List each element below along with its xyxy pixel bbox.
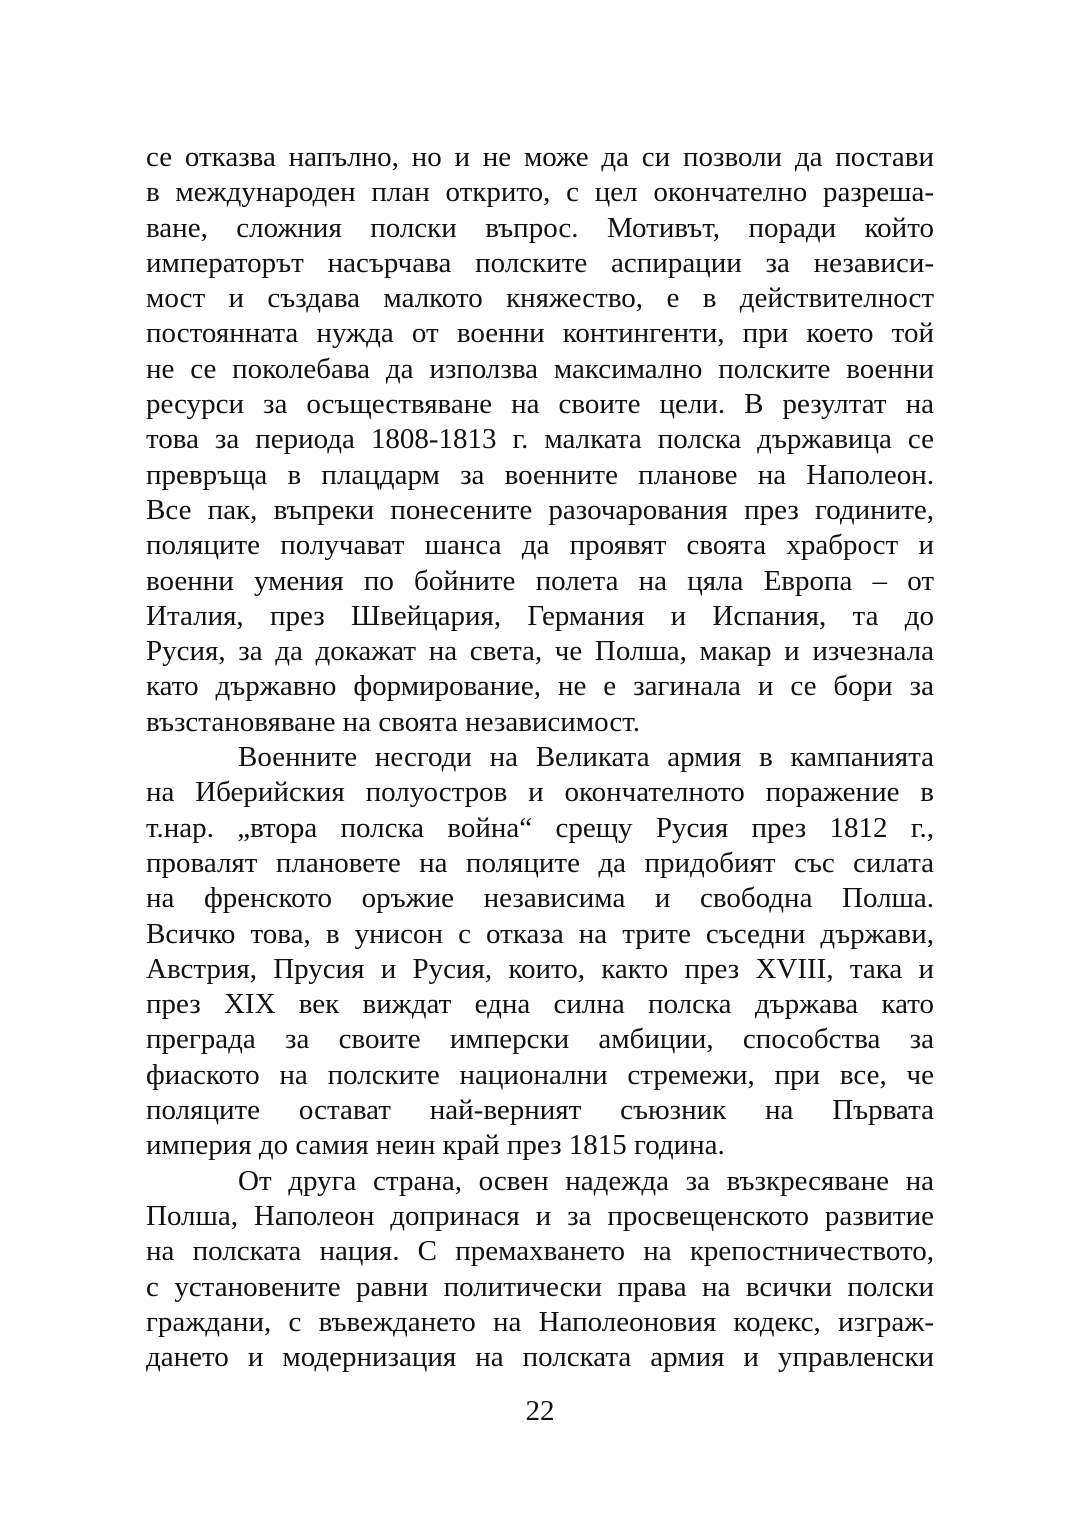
text-line: Италия, през Швейцария, Германия и Испания, та до <box>146 599 934 632</box>
text-line: т.нар. „втора полска война“ срещу Русия през 1812 г., <box>146 811 934 844</box>
text-line: Русия, за да докажат на света, че Полша, макар и изчезнала <box>146 635 934 668</box>
text-line: империя до самия неин край през 1815 година. <box>146 1129 725 1162</box>
text-line: От друга страна, освен надежда за възкресяване на <box>238 1164 934 1197</box>
text-line: в международен план открито, с цел окончателно разреша- <box>146 176 934 209</box>
text-line: през XIX век виждат една силна полска държава като <box>146 988 934 1021</box>
text-line: Военните несгоди на Великата армия в кампанията <box>238 741 934 774</box>
page-number: 22 <box>525 1395 555 1427</box>
text-line: военни умения по бойните полета на цяла Европа – от <box>146 564 934 597</box>
text-line: мост и създава малкото княжество, е в действителност <box>146 282 934 315</box>
text-line: Австрия, Прусия и Русия, които, както през XVIII, така и <box>146 952 934 985</box>
page-body <box>146 140 934 1375</box>
text-line: поляците остават най-верният съюзник на Първата <box>146 1094 934 1127</box>
text-line: Всичко това, в унисон с отказа на трите съседни държави, <box>146 917 934 950</box>
text-line: поляците получават шанса да проявят своята храброст и <box>146 529 934 562</box>
text-line: Полша, Наполеон допринася и за просвещенското развитие <box>146 1199 934 1232</box>
text-line: с установените равни политически права на всички полски <box>146 1270 934 1303</box>
text-line: граждани, с въвеждането на Наполеоновия кодекс, изграж- <box>146 1305 934 1338</box>
text-line: като държавно формирование, не е загинала и се бори за <box>146 670 934 703</box>
text-line: ване, сложния полски въпрос. Мотивът, поради който <box>146 211 934 244</box>
text-line: фиаското на полските национални стремежи, при все, че <box>146 1058 934 1091</box>
text-line: се отказва напълно, но и не може да си позволи да постави <box>146 141 934 173</box>
text-line: възстановяване на своята независимост. <box>146 705 640 738</box>
text-line: на полската нация. С премахването на крепостничеството, <box>146 1235 934 1268</box>
text-line: постоянната нужда от военни контингенти, при което той <box>146 317 934 350</box>
text-line: на френското оръжие независима и свободна Полша. <box>146 882 934 915</box>
paragraph-2 <box>146 740 934 1164</box>
text-line: провалят плановете на поляците да придобият със силата <box>146 846 934 879</box>
text-line: преграда за своите имперски амбиции, способства за <box>146 1023 934 1056</box>
text-line: ресурси за осъществяване на своите цели. В резултат на <box>146 388 934 421</box>
paragraph-3 <box>146 1164 934 1376</box>
paragraph-1 <box>146 140 934 740</box>
text-line: Все пак, въпреки понесените разочарования през годините, <box>146 493 934 526</box>
text-line: императорът насърчава полските аспирации за независи- <box>146 246 934 279</box>
text-line: превръща в плацдарм за военните планове на Наполеон. <box>146 458 934 491</box>
text-line: това за периода 1808-1813 г. малката полска държавица се <box>146 423 934 456</box>
text-line: на Иберийския полуостров и окончателното поражение в <box>146 776 934 809</box>
text-line: не се поколебава да използва максимално полските военни <box>146 352 934 385</box>
text-line: дането и модернизация на полската армия и управленски <box>146 1341 934 1374</box>
